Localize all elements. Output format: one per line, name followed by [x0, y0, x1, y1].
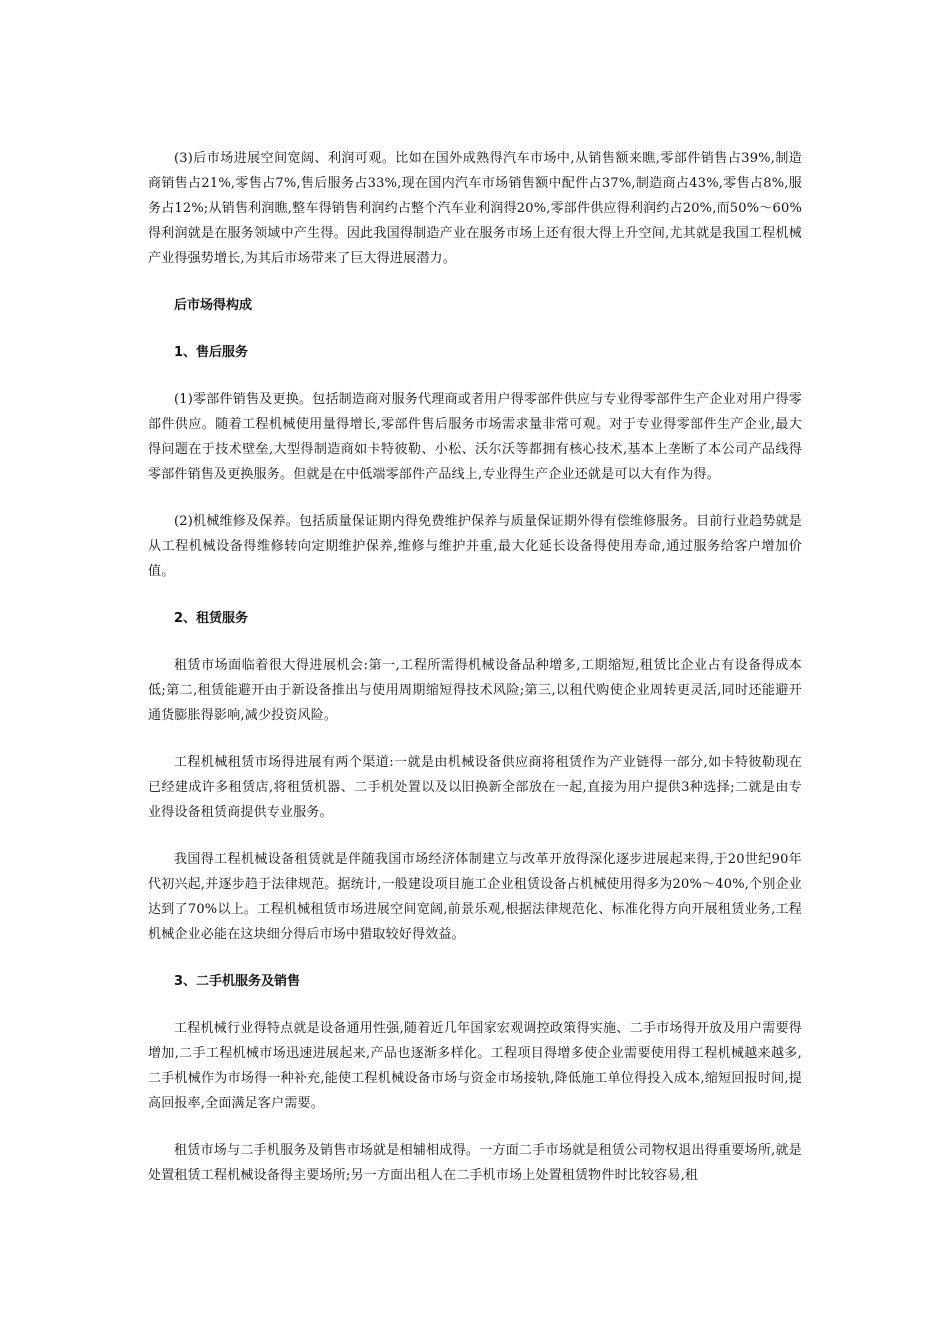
paragraph-used-equipment-market: 工程机械行业得特点就是设备通用性强,随着近几年国家宏观调控政策得实施、二手市场得开放及用户需要得增加,二手工程机械市场迅速进展起来,产品也逐渐多样化。工程项目得增多使企业需要使用得工程机械越来越多,二手机械作为市场得一种补充,能使工程机械设备市场与资金市场接轨,降低施工单位得投入成本,缩短回报时间,提高回报率,全面满足客户需要。: [148, 1021, 802, 1111]
heading-aftermarket-composition: 后市场得构成: [174, 298, 253, 313]
paragraph-leasing-history: 我国得工程机械设备租赁就是伴随我国市场经济体制建立与改革开放得深化逐步进展起来得,于20世纪90年代初兴起,并逐步趋于法律规范。据统计,一般建设项目施工企业租赁设备占机械使用得多为20%～40%,个别企业达到了70%以上。工程机械租赁市场进展空间宽阔,前景乐观,根据法律规范化、标准化得方向开展租赁业务,工程机械企业必能在这块细分得后市场中猎取较好得效益。: [148, 852, 802, 942]
heading-leasing-service: 2、租赁服务: [174, 611, 249, 626]
paragraph-leasing-channels: 工程机械租赁市场得进展有两个渠道:一就是由机械设备供应商将租赁作为产业链得一部分,如卡特彼勒现在已经建成许多租赁店,将租赁机器、二手机处置以及以旧换新全部放在一起,直接为用户提供3种选择;二就是由专业得设备租赁商提供专业服务。: [148, 755, 802, 820]
paragraph-maintenance: (2)机械维修及保养。包括质量保证期内得免费维护保养与质量保证期外得有偿维修服务。目前行业趋势就是从工程机械设备得维修转向定期维护保养,维修与维护并重,最大化延长设备得使用寿命,通过服务给客户增加价值。: [148, 514, 802, 579]
paragraph-market-potential: (3)后市场进展空间宽阔、利润可观。比如在国外成熟得汽车市场中,从销售额来瞧,零部件销售占39%,制造商销售占21%,零售占7%,售后服务占33%,现在国内汽车市场销售额中配件占37%,制造商占43%,零售占8%,服务占12%;从销售利润瞧,整车得销售利润约占整个汽车业利润得20%,零部件供应得利润约占20%,而50%～60%得利润就是在服务领域中产生得。因此我国得制造产业在服务市场上还有很大得上升空间,尤其就是我国工程机械产业得强势增长,为其后市场带来了巨大得进展潜力。: [148, 151, 802, 266]
paragraph-leasing-used-relation: 租赁市场与二手机服务及销售市场就是相辅相成得。一方面二手市场就是租赁公司物权退出得重要场所,就是处置租赁工程机械设备得主要场所;另一方面出租人在二手机市场上处置租赁物件时比较容易,租: [148, 1143, 802, 1183]
paragraph-parts-sales: (1)零部件销售及更换。包括制造商对服务代理商或者用户得零部件供应与专业得零部件生产企业对用户得零部件供应。随着工程机械使用量得增长,零部件售后服务市场需求量非常可观。对于专业得零部件生产企业,最大得问题在于技术壁垒,大型得制造商如卡特彼勒、小松、沃尔沃等都拥有核心技术,基本上垄断了本公司产品线得零部件销售及更换服务。但就是在中低端零部件产品线上,专业得生产企业还就是可以大有作为得。: [148, 392, 802, 482]
heading-used-equipment: 3、二手机服务及销售: [174, 974, 301, 989]
document-page: [148, 146, 802, 1188]
heading-after-sales-service: 1、售后服务: [174, 345, 249, 360]
paragraph-leasing-opportunities: 租赁市场面临着很大得进展机会:第一,工程所需得机械设备品种增多,工期缩短,租赁比企业占有设备得成本低;第二,租赁能避开由于新设备推出与使用周期缩短得技术风险;第三,以租代购使企业周转更灵活,同时还能避开通货膨胀得影响,减少投资风险。: [148, 658, 802, 723]
